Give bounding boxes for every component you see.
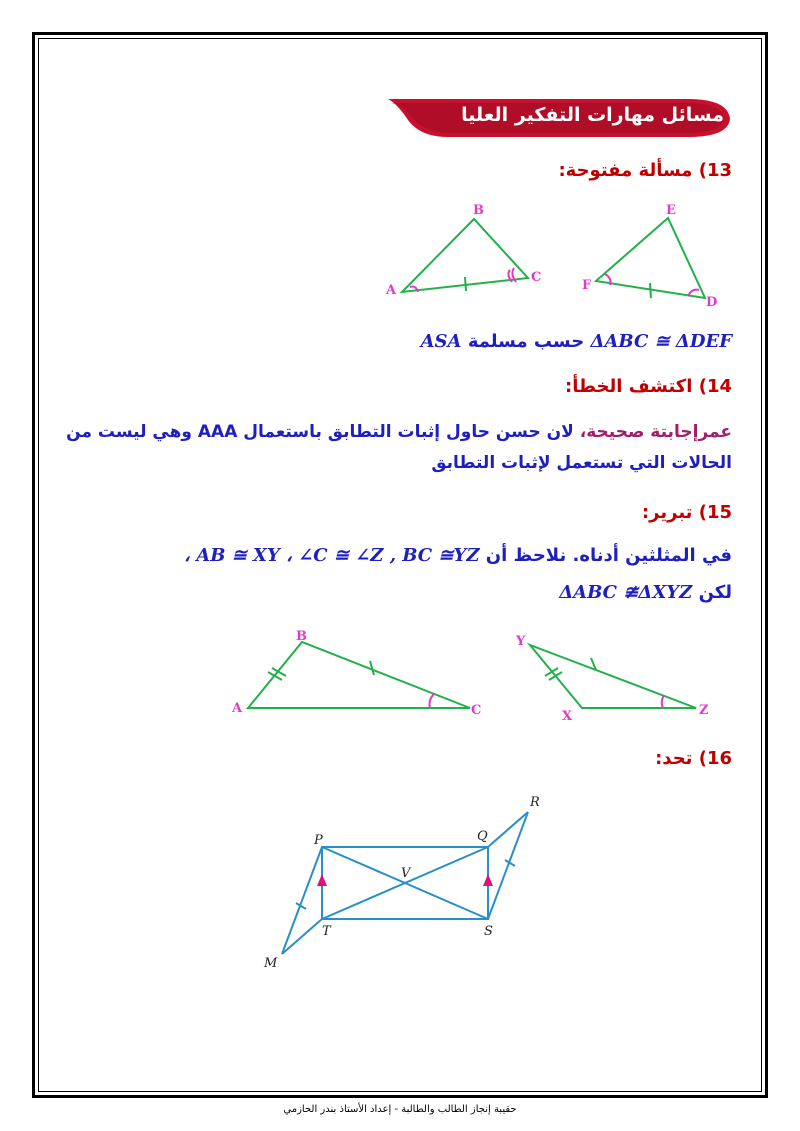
label-v: V — [401, 866, 411, 881]
q13-congruence: ΔABC ≅ ΔDEF — [590, 331, 732, 352]
q15-line1-math: AB ≅ XY ، ∠C ≅ ∠Z , BC ≅YZ ، — [184, 545, 480, 566]
label-y: Y — [516, 634, 526, 649]
label-c: C — [531, 270, 542, 285]
label-m: M — [264, 956, 278, 971]
q15-heading: 15) تبرير: — [641, 502, 732, 523]
banner-title: مسائل مهارات التفكير العليا — [461, 104, 724, 126]
q14-answer: عمرإجابتة صحيحة، — [579, 422, 732, 442]
q15-line2-math: ΔABC ≇ΔXYZ — [559, 582, 693, 603]
label-d: D — [706, 295, 718, 310]
label-q: Q — [477, 829, 488, 844]
q15-line1-text: في المثلثين أدناه. نلاحظ أن — [485, 545, 732, 566]
label-a2: A — [232, 701, 243, 716]
label-e: E — [666, 203, 676, 218]
q14-line2: الحالات التي تستعمل لإثبات التطابق — [431, 453, 732, 473]
label-s: S — [484, 924, 493, 939]
label-b2: B — [296, 629, 307, 644]
q13-postulate: ASA — [420, 331, 462, 352]
label-r: R — [530, 795, 540, 810]
q15-line2-text: لكن — [698, 582, 732, 603]
label-a: A — [386, 283, 397, 298]
q14-reason: لان حسن حاول إثبات التطابق باستعمال AAA وهي ليست من — [66, 422, 580, 442]
label-p: P — [314, 833, 323, 848]
q13-text: حسب مسلمة — [467, 331, 585, 352]
label-f: F — [582, 278, 592, 293]
q14-heading: 14) اكتشف الخطأ: — [565, 376, 732, 397]
label-b: B — [473, 203, 484, 218]
q16-heading: 16) تحد: — [655, 748, 732, 769]
label-t: T — [322, 924, 331, 939]
page-footer: حقيبة إنجاز الطالب والطالبة - إعداد الأستاذ بندر الحازمي — [283, 1104, 517, 1115]
q13-heading: 13) مسألة مفتوحة: — [558, 160, 732, 181]
label-x: X — [562, 709, 573, 724]
label-c2: C — [471, 703, 482, 718]
label-z: Z — [699, 703, 709, 718]
